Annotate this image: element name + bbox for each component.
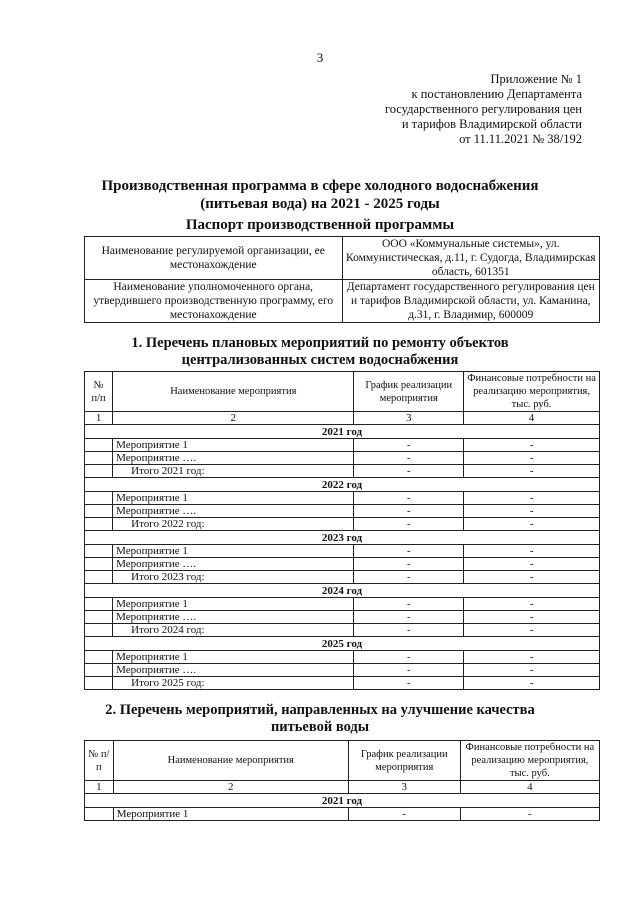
year-row xyxy=(85,637,600,651)
schedule-value: - xyxy=(354,465,464,478)
table-row xyxy=(85,492,600,505)
header-name: Наименование мероприятия xyxy=(113,741,348,781)
schedule-value: - xyxy=(354,664,464,677)
total-row xyxy=(85,465,600,478)
table-row xyxy=(85,545,600,558)
schedule-value: - xyxy=(354,492,464,505)
col-num: 1 xyxy=(85,781,114,794)
schedule-value: - xyxy=(354,677,464,690)
schedule-value: - xyxy=(354,558,464,571)
finance-value: - xyxy=(464,677,600,690)
schedule-value: - xyxy=(348,808,460,821)
row-no xyxy=(85,571,113,584)
title-line: Производственная программа в сфере холодного водоснабжения xyxy=(101,178,539,194)
measure-name: Мероприятие 1 xyxy=(113,439,354,452)
org-label-cell: Наименование регулируемой организации, ее местонахождение xyxy=(85,237,343,280)
appendix-line: к постановлению Департамента xyxy=(411,87,582,101)
column-number-row xyxy=(85,412,600,425)
measure-name: Мероприятие …. xyxy=(113,505,354,518)
authority-value-cell: Департамент государственного регулирования цен и тарифов Владимирской области, ул. Каманина, д.31, г. Владимир, 600009 xyxy=(342,280,600,323)
header-name: Наименование мероприятия xyxy=(113,372,354,412)
col-num: 3 xyxy=(348,781,460,794)
appendix-line: государственного регулирования цен xyxy=(384,102,582,116)
year-row xyxy=(85,531,600,545)
section-title-line: 1. Перечень плановых мероприятий по ремонту объектов xyxy=(131,335,509,351)
col-num: 1 xyxy=(85,412,113,425)
total-row xyxy=(85,624,600,637)
row-no xyxy=(85,808,114,821)
row-no xyxy=(85,452,113,465)
table-row xyxy=(85,558,600,571)
appendix-note xyxy=(352,72,582,147)
total-row xyxy=(85,571,600,584)
section-title-line: питьевой воды xyxy=(270,719,370,735)
table-row xyxy=(85,505,600,518)
table-row xyxy=(85,237,600,280)
header-no: № п/п xyxy=(85,372,113,412)
section-title-line: централизованных систем водоснабжения xyxy=(181,352,459,368)
total-label: Итого 2024 год: xyxy=(113,624,354,637)
schedule-value: - xyxy=(354,518,464,531)
finance-value: - xyxy=(464,651,600,664)
schedule-value: - xyxy=(354,452,464,465)
passport-table xyxy=(84,236,600,323)
year-row xyxy=(85,425,600,439)
measure-name: Мероприятие …. xyxy=(113,664,354,677)
measure-name: Мероприятие 1 xyxy=(113,598,354,611)
measure-name: Мероприятие 1 xyxy=(113,651,354,664)
row-no xyxy=(85,624,113,637)
finance-value: - xyxy=(464,611,600,624)
table-row xyxy=(85,280,600,323)
finance-value: - xyxy=(464,492,600,505)
title-line: (питьевая вода) на 2021 - 2025 годы xyxy=(200,196,440,212)
header-schedule: График реализации мероприятия xyxy=(354,372,464,412)
table-row xyxy=(85,452,600,465)
row-no xyxy=(85,651,113,664)
measure-name: Мероприятие …. xyxy=(113,558,354,571)
header-schedule: График реализации мероприятия xyxy=(348,741,460,781)
col-num: 3 xyxy=(354,412,464,425)
row-no xyxy=(85,611,113,624)
finance-value: - xyxy=(464,518,600,531)
col-num: 2 xyxy=(113,412,354,425)
row-no xyxy=(85,664,113,677)
schedule-value: - xyxy=(354,611,464,624)
table-row xyxy=(85,808,600,821)
row-no xyxy=(85,518,113,531)
passport-title: Паспорт производственной программы xyxy=(185,217,455,233)
total-label: Итого 2025 год: xyxy=(113,677,354,690)
column-number-row xyxy=(85,781,600,794)
measure-name: Мероприятие 1 xyxy=(113,808,348,821)
year-row xyxy=(85,794,600,808)
page-number: 3 xyxy=(316,50,324,65)
schedule-value: - xyxy=(354,505,464,518)
appendix-line: от 11.11.2021 № 38/192 xyxy=(459,132,582,146)
schedule-value: - xyxy=(354,439,464,452)
water-quality-measures-table xyxy=(84,740,600,821)
table-row xyxy=(85,651,600,664)
year-label: 2021 год xyxy=(85,794,600,808)
org-value-cell: ООО «Коммунальные системы», ул. Коммунистическая, д.11, г. Судогда, Владимирская область, 601351 xyxy=(342,237,600,280)
schedule-value: - xyxy=(354,545,464,558)
row-no xyxy=(85,505,113,518)
col-num: 4 xyxy=(460,781,599,794)
section-title-line: 2. Перечень мероприятий, направленных на улучшение качества xyxy=(105,702,535,718)
year-row xyxy=(85,478,600,492)
header-finance: Финансовые потребности на реализацию мероприятия, тыс. руб. xyxy=(464,372,600,412)
total-label: Итого 2023 год: xyxy=(113,571,354,584)
finance-value: - xyxy=(464,505,600,518)
measure-name: Мероприятие 1 xyxy=(113,492,354,505)
total-label: Итого 2022 год: xyxy=(113,518,354,531)
year-label: 2024 год xyxy=(85,584,600,598)
authority-label-cell: Наименование уполномоченного органа, утвердившего производственную программу, его местонахождение xyxy=(85,280,343,323)
table-header-row xyxy=(85,741,600,781)
finance-value: - xyxy=(464,664,600,677)
col-num: 2 xyxy=(113,781,348,794)
appendix-line: Приложение № 1 xyxy=(490,72,582,86)
finance-value: - xyxy=(460,808,599,821)
finance-value: - xyxy=(464,545,600,558)
schedule-value: - xyxy=(354,624,464,637)
table-row xyxy=(85,664,600,677)
year-label: 2021 год xyxy=(85,425,600,439)
row-no xyxy=(85,545,113,558)
section2-title xyxy=(0,702,640,736)
row-no xyxy=(85,598,113,611)
table-row xyxy=(85,611,600,624)
schedule-value: - xyxy=(354,598,464,611)
years-body xyxy=(85,425,600,690)
repair-measures-table xyxy=(84,371,600,690)
table-header-row xyxy=(85,372,600,412)
table-row xyxy=(85,598,600,611)
header-no: № п/п xyxy=(85,741,114,781)
row-no xyxy=(85,439,113,452)
finance-value: - xyxy=(464,571,600,584)
finance-value: - xyxy=(464,439,600,452)
row-no xyxy=(85,558,113,571)
finance-value: - xyxy=(464,465,600,478)
schedule-value: - xyxy=(354,651,464,664)
measure-name: Мероприятие …. xyxy=(113,611,354,624)
finance-value: - xyxy=(464,624,600,637)
year-label: 2025 год xyxy=(85,637,600,651)
measure-name: Мероприятие 1 xyxy=(113,545,354,558)
row-no xyxy=(85,465,113,478)
finance-value: - xyxy=(464,452,600,465)
total-label: Итого 2021 год: xyxy=(113,465,354,478)
row-no xyxy=(85,677,113,690)
measure-name: Мероприятие …. xyxy=(113,452,354,465)
year-row xyxy=(85,584,600,598)
year-label: 2022 год xyxy=(85,478,600,492)
row-no xyxy=(85,492,113,505)
document-title xyxy=(0,177,640,213)
year-label: 2023 год xyxy=(85,531,600,545)
header-finance: Финансовые потребности на реализацию мероприятия, тыс. руб. xyxy=(460,741,599,781)
appendix-line: и тарифов Владимирской области xyxy=(401,117,582,131)
finance-value: - xyxy=(464,558,600,571)
total-row xyxy=(85,677,600,690)
total-row xyxy=(85,518,600,531)
schedule-value: - xyxy=(354,571,464,584)
section1-title xyxy=(0,335,640,369)
col-num: 4 xyxy=(464,412,600,425)
finance-value: - xyxy=(464,598,600,611)
table-row xyxy=(85,439,600,452)
